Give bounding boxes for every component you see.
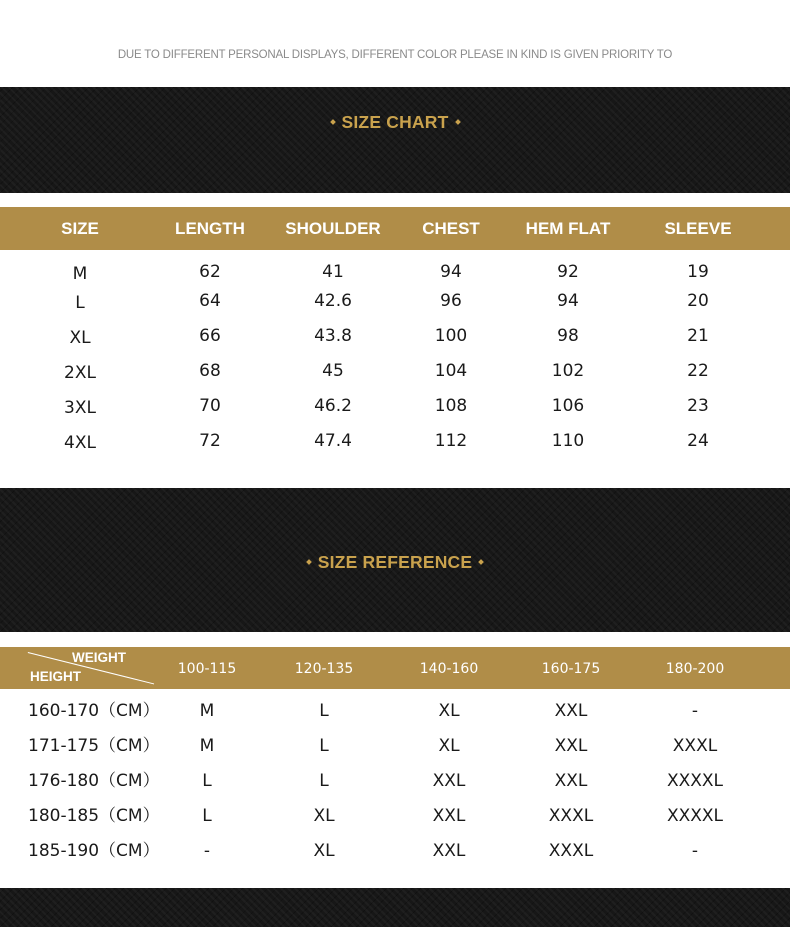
recommended-size-cell: L [319, 736, 329, 756]
size-reference-banner [0, 488, 790, 632]
notice-strip [0, 0, 790, 87]
recommended-size-cell: XXXL [548, 806, 594, 826]
measurement-cell: 106 [551, 396, 585, 416]
measurement-cell: 94 [557, 291, 579, 311]
measurement-cell: 108 [434, 396, 468, 416]
weight-range-header: 120-135 [294, 661, 354, 677]
size-chart-header [0, 207, 790, 250]
recommended-size-cell: - [203, 841, 211, 861]
measurement-cell: 100 [434, 326, 468, 346]
size-chart-title [0, 112, 790, 133]
height-range-label: 176-180（CM） [28, 771, 160, 791]
measurement-cell: 102 [551, 361, 585, 381]
recommended-size-cell: XXL [432, 806, 466, 826]
measurement-cell: 110 [551, 431, 585, 451]
recommended-size-cell: L [202, 806, 212, 826]
weight-range-header: 100-115 [177, 661, 237, 677]
size-reference-header [0, 647, 790, 689]
measurement-cell: 23 [687, 396, 709, 416]
weight-range-header: 180-200 [665, 661, 725, 677]
size-chart-banner [0, 87, 790, 193]
size-label: M [72, 264, 88, 284]
recommended-size-cell: XXXL [672, 736, 718, 756]
measurement-cell: 62 [199, 262, 221, 282]
size-reference-title-text: SIZE REFERENCE [317, 552, 473, 572]
measurement-cell: 19 [687, 262, 709, 282]
column-header: SIZE [61, 219, 99, 238]
recommended-size-cell: L [319, 771, 329, 791]
recommended-size-cell: XXL [554, 701, 588, 721]
size-label: 4XL [64, 433, 96, 453]
column-header: LENGTH [175, 219, 245, 238]
recommended-size-cell: L [319, 701, 329, 721]
measurement-cell: 45 [322, 361, 344, 381]
column-header: CHEST [422, 219, 480, 238]
height-range-label: 160-170（CM） [28, 701, 160, 721]
recommended-size-cell: - [691, 701, 699, 721]
measurement-cell: 72 [199, 431, 221, 451]
recommended-size-cell: XL [313, 841, 335, 861]
diamond-icon [455, 119, 461, 125]
measurement-cell: 112 [434, 431, 468, 451]
size-label: 2XL [64, 363, 96, 383]
recommended-size-cell: M [199, 736, 215, 756]
recommended-size-cell: XXXL [548, 841, 594, 861]
measurement-cell: 47.4 [314, 431, 352, 451]
measurement-cell: 104 [434, 361, 468, 381]
recommended-size-cell: XXL [554, 736, 588, 756]
height-label: HEIGHT [30, 669, 82, 684]
height-range-label: 171-175（CM） [28, 736, 160, 756]
measurement-cell: 42.6 [314, 291, 352, 311]
recommended-size-cell: M [199, 701, 215, 721]
measurement-cell: 70 [199, 396, 221, 416]
measurement-cell: 92 [557, 262, 579, 282]
recommended-size-cell: - [691, 841, 699, 861]
measurement-cell: 22 [687, 361, 709, 381]
measurement-cell: 94 [440, 262, 462, 282]
recommended-size-cell: XXL [432, 841, 466, 861]
measurement-cell: 68 [199, 361, 221, 381]
recommended-size-cell: XXXXL [666, 771, 724, 791]
color-notice: DUE TO DIFFERENT PERSONAL DISPLAYS, DIFFERENT COLOR PLEASE IN KIND IS GIVEN PRIORITY TO [117, 49, 673, 61]
weight-label: WEIGHT [72, 650, 126, 665]
size-label: 3XL [64, 398, 96, 418]
measurement-cell: 46.2 [314, 396, 352, 416]
recommended-size-cell: XXXXL [666, 806, 724, 826]
recommended-size-cell: XXL [432, 771, 466, 791]
size-chart-title-text: SIZE CHART [341, 112, 449, 132]
recommended-size-cell: XL [438, 701, 460, 721]
measurement-cell: 96 [440, 291, 462, 311]
measurement-cell: 24 [687, 431, 709, 451]
measurement-cell: 98 [557, 326, 579, 346]
column-header: SLEEVE [664, 219, 732, 238]
height-range-label: 180-185（CM） [28, 806, 160, 826]
bottom-banner [0, 888, 790, 927]
diamond-icon [330, 119, 336, 125]
size-reference-title [0, 552, 790, 573]
diamond-icon [478, 559, 484, 565]
weight-range-header: 160-175 [541, 661, 601, 677]
size-label: L [75, 293, 85, 313]
measurement-cell: 21 [687, 326, 709, 346]
measurement-cell: 41 [322, 262, 344, 282]
recommended-size-cell: XXL [554, 771, 588, 791]
recommended-size-cell: L [202, 771, 212, 791]
measurement-cell: 43.8 [314, 326, 352, 346]
recommended-size-cell: XL [313, 806, 335, 826]
column-header: HEM FLAT [525, 219, 611, 238]
measurement-cell: 64 [199, 291, 221, 311]
column-header: SHOULDER [285, 219, 381, 238]
recommended-size-cell: XL [438, 736, 460, 756]
weight-range-header: 140-160 [419, 661, 479, 677]
measurement-cell: 66 [199, 326, 221, 346]
diamond-icon [306, 559, 312, 565]
measurement-cell: 20 [687, 291, 709, 311]
height-range-label: 185-190（CM） [28, 841, 160, 861]
size-label: XL [69, 328, 91, 348]
